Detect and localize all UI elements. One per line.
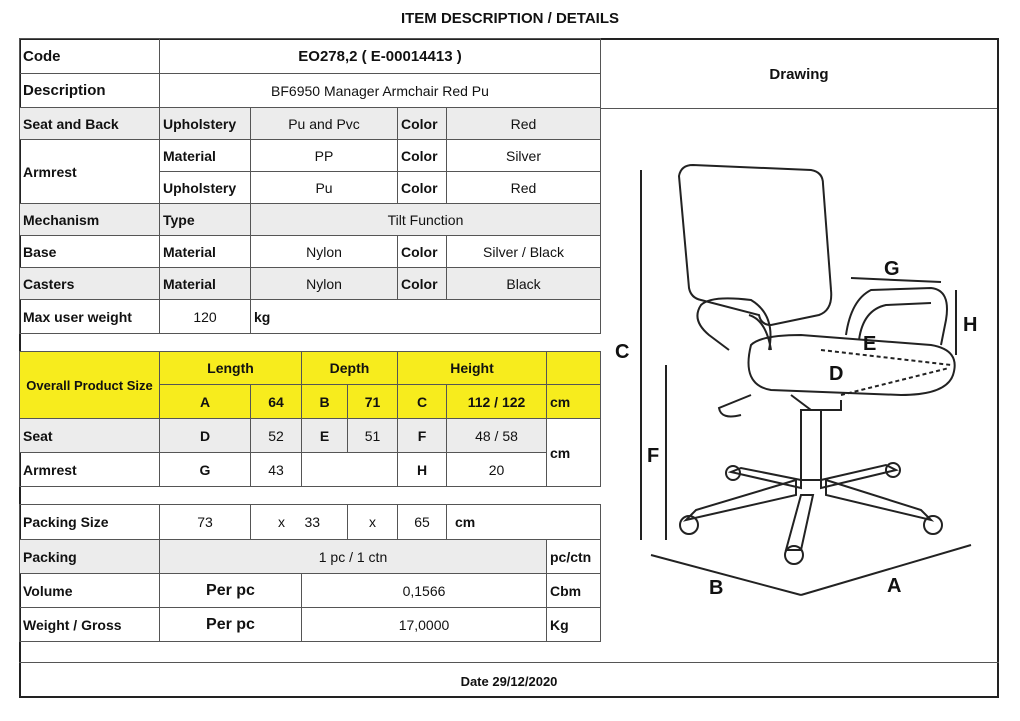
seat-and-back-color-label: Color — [398, 108, 447, 140]
dim-a-letter: A — [160, 385, 251, 419]
armrest-upholstery-color-label: Color — [398, 172, 447, 204]
packing-size-x1: x 33 — [251, 505, 348, 540]
max-weight-value: 120 — [160, 300, 251, 334]
dim-e-letter: E — [302, 419, 348, 453]
dim-g-label: G — [884, 258, 900, 280]
drawing-title: Drawing — [601, 40, 997, 109]
mechanism-sub: Type — [160, 204, 251, 236]
base-leg-back-left — [731, 468, 801, 488]
dim-d-value: 52 — [251, 419, 302, 453]
seat-and-back-sub: Upholstery — [160, 108, 251, 140]
armrest-color: Silver — [447, 140, 601, 172]
base-color: Silver / Black — [447, 236, 601, 268]
dim-c-letter: C — [398, 385, 447, 419]
dim-h-value: 20 — [447, 453, 547, 487]
max-weight-unit: kg — [251, 300, 601, 334]
dim-b-line — [651, 555, 801, 595]
base-leg-right — [826, 480, 931, 520]
mechanism-value: Tilt Function — [251, 204, 601, 236]
dim-g-value: 43 — [251, 453, 302, 487]
seat-shape — [749, 335, 955, 395]
packing-size-v3: 65 — [398, 505, 447, 540]
yellow-blank — [547, 352, 601, 385]
dim-g-letter: G — [160, 453, 251, 487]
armrest-dims-label: Armrest — [20, 453, 160, 487]
dim-e-value: 51 — [348, 419, 398, 453]
mechanism-label: Mechanism — [20, 204, 160, 236]
packing-size-x2: x — [348, 505, 398, 540]
volume-per: Per pc — [160, 574, 302, 608]
base-leg-back-right — [821, 465, 896, 488]
armrest-label: Armrest — [20, 140, 160, 204]
dim-h-letter: H — [398, 453, 447, 487]
dim-d-letter: D — [160, 419, 251, 453]
caster-front — [785, 546, 803, 564]
dim-f-label: F — [647, 445, 660, 467]
packing-size-v1: 73 — [160, 505, 251, 540]
volume-unit: Cbm — [547, 574, 601, 608]
casters-label: Casters — [20, 268, 160, 300]
max-weight-label: Max user weight — [20, 300, 160, 334]
dim-f-letter: F — [398, 419, 447, 453]
code-value: EO278,2 ( E-00014413 ) — [160, 39, 601, 74]
base-color-label: Color — [398, 236, 447, 268]
weight-label: Weight / Gross — [20, 608, 160, 642]
armrest-blank — [302, 453, 398, 487]
casters-sub: Material — [160, 268, 251, 300]
volume-label: Volume — [20, 574, 160, 608]
page-title: ITEM DESCRIPTION / DETAILS — [400, 10, 620, 27]
chair-drawing-svg — [601, 110, 997, 660]
packing-value: 1 pc / 1 ctn — [160, 540, 547, 574]
volume-value: 0,1566 — [302, 574, 547, 608]
chair-drawing — [601, 110, 997, 660]
seat-and-back-color: Red — [447, 108, 601, 140]
dims-unit: cm — [547, 419, 601, 487]
dim-a-label: A — [887, 575, 902, 597]
dim-b-value: 71 — [348, 385, 398, 419]
spacer-2 — [20, 487, 601, 505]
mechanism-shape — [791, 395, 841, 410]
armrest-upholstery-label: Upholstery — [160, 172, 251, 204]
seat-and-back-value: Pu and Pvc — [251, 108, 398, 140]
left-armrest-shape — [697, 298, 770, 350]
right-armrest-shape — [846, 288, 947, 345]
height-header: Height — [398, 352, 547, 385]
length-header: Length — [160, 352, 302, 385]
code-label: Code — [20, 39, 160, 74]
overall-size-label: Overall Product Size — [20, 352, 160, 419]
packing-label: Packing — [20, 540, 160, 574]
casters-value: Nylon — [251, 268, 398, 300]
base-label: Base — [20, 236, 160, 268]
casters-color: Black — [447, 268, 601, 300]
dim-e-label: E — [863, 333, 877, 355]
armrest-color-label: Color — [398, 140, 447, 172]
seat-and-back-label: Seat and Back — [20, 108, 160, 140]
backrest-shape — [679, 165, 831, 325]
casters-color-label: Color — [398, 268, 447, 300]
armrest-material-value: PP — [251, 140, 398, 172]
caster-right — [924, 516, 942, 534]
dim-h-label: H — [963, 314, 978, 336]
description-value: BF6950 Manager Armchair Red Pu — [160, 74, 601, 108]
dim-a-line — [801, 545, 971, 595]
base-leg-left — [686, 480, 796, 520]
packing-unit: pc/ctn — [547, 540, 601, 574]
tilt-lever — [719, 395, 751, 416]
base-sub: Material — [160, 236, 251, 268]
dim-d-label: D — [829, 363, 844, 385]
document-date: Date 29/12/2020 — [19, 662, 999, 699]
armrest-upholstery-value: Pu — [251, 172, 398, 204]
armrest-upholstery-color: Red — [447, 172, 601, 204]
dim-c-value: 112 / 122 — [447, 385, 547, 419]
description-label: Description — [20, 74, 160, 108]
weight-per: Per pc — [160, 608, 302, 642]
weight-value: 17,0000 — [302, 608, 547, 642]
gas-lift — [801, 410, 821, 480]
dim-b-letter: B — [302, 385, 348, 419]
weight-unit: Kg — [547, 608, 601, 642]
dim-b-label: B — [709, 577, 724, 599]
dim-f-value: 48 / 58 — [447, 419, 547, 453]
armrest-material-label: Material — [160, 140, 251, 172]
dim-c-label: C — [615, 341, 630, 363]
spec-table — [19, 38, 601, 642]
seat-dims-label: Seat — [20, 419, 160, 453]
depth-header: Depth — [302, 352, 398, 385]
overall-unit: cm — [547, 385, 601, 419]
base-value: Nylon — [251, 236, 398, 268]
dim-a-value: 64 — [251, 385, 302, 419]
base-leg-front — [786, 495, 813, 550]
spacer — [20, 334, 601, 352]
packing-size-unit: cm — [447, 505, 601, 540]
packing-size-label: Packing Size — [20, 505, 160, 540]
